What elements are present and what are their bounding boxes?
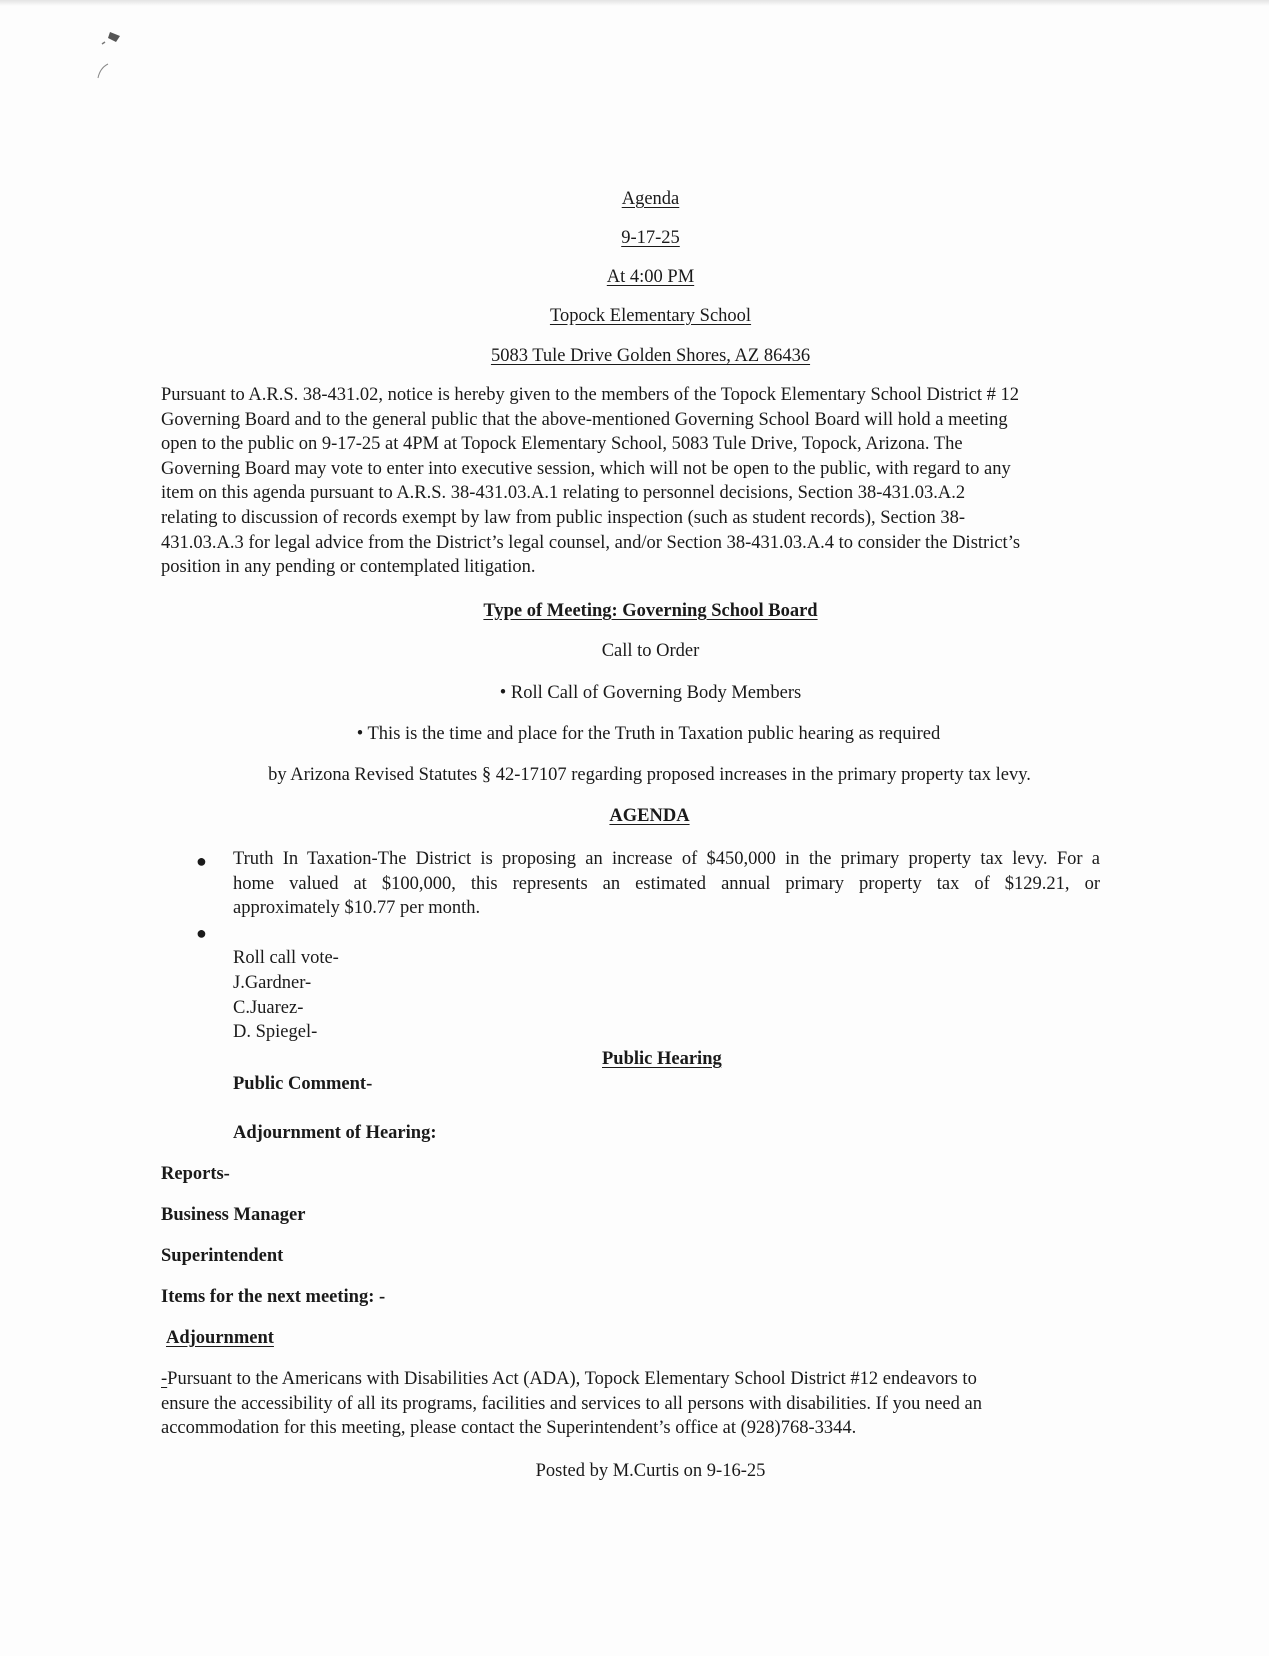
item-line: approximately $10.77 per month. (233, 898, 481, 919)
agenda-heading: AGENDA (609, 806, 690, 826)
truth-in-taxation-line: • This is the time and place for the Truth in Taxation public hearing as required (356, 724, 941, 744)
items-next-meeting-label: Items for the next meeting: - (161, 1287, 386, 1307)
reports-label: Reports- (161, 1164, 230, 1184)
bullet-icon: ● (196, 923, 207, 943)
roll-call-vote-block (233, 946, 339, 1045)
ada-paragraph (161, 1367, 1101, 1441)
notice-line: Pursuant to A.R.S. 38-431.02, notice is hereby given to the members of the Topock Elementary School District # 12 (161, 385, 1019, 405)
notice-line: 431.03.A.3 for legal advice from the District’s legal counsel, and/or Section 38-431.03.A.4 to consider the District’s (161, 532, 1021, 553)
school-address: 5083 Tule Drive Golden Shores, AZ 86436 (490, 346, 811, 366)
notice-line: relating to discussion of records exempt by law from public inspection (such as student records), Section 38- (161, 507, 966, 528)
scan-smudge-mark (96, 30, 126, 80)
public-comment-label: Public Comment- (233, 1074, 373, 1094)
meeting-date: 9-17-25 (621, 228, 680, 248)
ada-line: ensure the accessibility of all its programs, facilities and services to all persons with disabilities. If you need an (161, 1393, 982, 1414)
truth-in-taxation-item (233, 847, 1100, 921)
roll-call-line: • Roll Call of Governing Body Members (499, 683, 802, 703)
call-to-order: Call to Order (601, 641, 700, 661)
item-line: home valued at $100,000, this represents an estimated annual primary property tax of $129.21, or (233, 873, 1100, 894)
member-name: C.Juarez- (233, 997, 304, 1018)
meeting-time: At 4:00 PM (606, 267, 695, 287)
notice-paragraph (161, 383, 1101, 580)
notice-line: Governing Board and to the general public that the above-mentioned Governing School Board will hold a meeting (161, 409, 1008, 430)
school-name: Topock Elementary School (549, 306, 752, 326)
bullet-icon: ● (196, 851, 207, 871)
public-hearing-heading: Public Hearing (602, 1049, 722, 1069)
statute-line: by Arizona Revised Statutes § 42-17107 regarding proposed increases in the primary property tax levy. (268, 765, 1031, 785)
notice-line: Governing Board may vote to enter into executive session, which will not be open to the public, with regard to any (161, 458, 1011, 479)
ada-line-text: Pursuant to the Americans with Disabilities Act (ADA), Topock Elementary School District #12 endeavors to (167, 1369, 977, 1389)
member-name: J.Gardner- (233, 972, 312, 993)
superintendent-label: Superintendent (161, 1246, 284, 1266)
item-line: Truth In Taxation-The District is proposing an increase of $450,000 in the primary property tax levy. For a (233, 849, 1100, 869)
notice-line: item on this agenda pursuant to A.R.S. 38-431.03.A.1 relating to personnel decisions, Section 38-431.03.A.2 (161, 483, 966, 504)
ada-line: accommodation for this meeting, please contact the Superintendent’s office at (928)768-3344. (161, 1418, 857, 1439)
business-manager-label: Business Manager (161, 1205, 306, 1225)
scan-edge (0, 0, 1269, 6)
meeting-type-heading: Type of Meeting: Governing School Board (483, 601, 818, 621)
adjournment-heading: Adjournment (166, 1328, 274, 1348)
ada-mark: - (161, 1369, 168, 1389)
notice-line: open to the public on 9-17-25 at 4PM at Topock Elementary School, 5083 Tule Drive, Topock, Arizona. The (161, 434, 963, 455)
ada-line (161, 1367, 1101, 1392)
roll-call-vote-label: Roll call vote- (233, 948, 339, 968)
member-name: D. Spiegel- (233, 1022, 318, 1043)
agenda-title: Agenda (621, 189, 680, 209)
posted-by: Posted by M.Curtis on 9-16-25 (535, 1461, 766, 1481)
notice-line: position in any pending or contemplated litigation. (161, 557, 536, 578)
adjournment-of-hearing-label: Adjournment of Hearing: (233, 1123, 437, 1143)
